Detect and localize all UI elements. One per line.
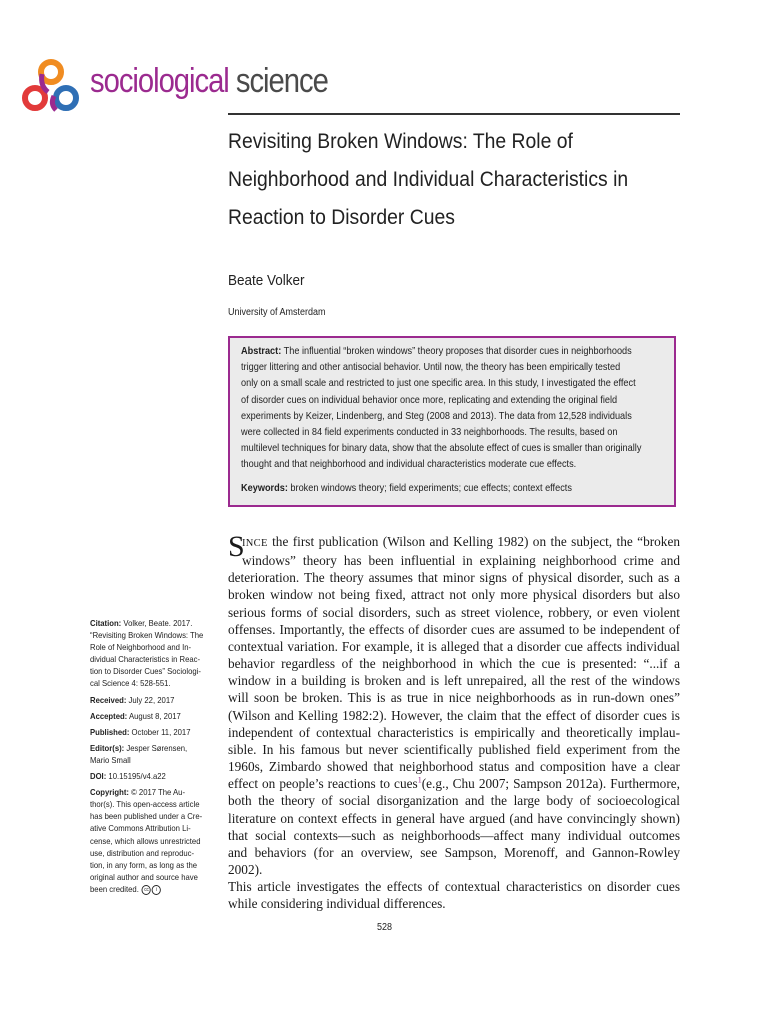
title-line: Reaction to Disorder Cues <box>228 205 455 229</box>
title-line: Neighborhood and Individual Characteristics in <box>228 167 629 191</box>
article-title <box>228 122 678 236</box>
abstract-line: trigger littering and other antisocial behavior. Until now, the theory has been empirically tested <box>241 362 621 374</box>
header-rule <box>228 113 680 115</box>
body-line: literature on context effects in general have argued (and have convincingly shown) <box>228 810 680 826</box>
abstract-line: multilevel techniques for binary data, show that the absolute effect of cues is smaller than originally <box>241 443 642 455</box>
body-line: This article investigates the effects of contextual characteristics on disorder cues <box>228 879 680 895</box>
citation: Citation: Volker, Beate. 2017. “Revisiting Broken Windows: The Role of Neighborhood and In- dividual Characteristics in Reac- tion to Disorder Cues” Sociologi- cal Science 4: 528-551. <box>90 618 204 689</box>
published-date: Published: October 11, 2017 <box>90 726 191 737</box>
abstract-line: Abstract: The influential “broken windows” theory proposes that disorder cues in neighborhoods <box>241 346 632 357</box>
body-line: that social contexts—such as neighborhoods—affect many individual outcomes <box>228 827 680 843</box>
abstract-line: thought and that neighborhood and individual characteristics moderate cue effects. <box>241 459 577 471</box>
body-text <box>228 530 680 912</box>
title-line: Revisiting Broken Windows: The Role of <box>228 129 573 153</box>
copyright: Copyright: © 2017 The Au- thor(s). This open-access article has been published under a Cre- ative Commons Attribution Li- cense, which allows unrestricted use, distribution and reproduc- tion, in any form, as long as the original author and source have been credited. cc i <box>90 787 203 894</box>
author-name: Beate Volker <box>228 272 305 289</box>
body-line: 1960s, Zimbardo showed that neighborhood status and composition have a clear <box>228 759 680 775</box>
attribution-icon: i <box>152 885 161 895</box>
footnote-ref-link[interactable]: 1 <box>417 775 422 785</box>
abstract-box <box>228 336 676 507</box>
body-line: behavior regardless of the neighborhood in which the cue is presented: “...if a <box>228 656 680 672</box>
editors: Editor(s): Jesper Sørensen, Mario Small <box>90 742 188 765</box>
body-line: will soon be broken. This is as true in nice neighborhoods as in run-down ones” <box>228 690 680 706</box>
journal-name-part1: sociological <box>90 62 229 100</box>
abstract-line: only on a small scale and restricted to just one specific area. In this study, I investigated the effect <box>241 378 636 390</box>
body-line: effect on people’s reactions to cues$^1$(e.g., Chu 2007; Sampson 2012a). Furthermore, <box>228 775 680 792</box>
body-line: contextual variation. For example, it is alleged that a disorder cue affects individual <box>228 638 680 654</box>
body-line: deterioration. The theory assumes that minor signs of physical disorder, such as a <box>228 570 680 586</box>
body-line: both the theory of social disorganization and the large body of socioecological <box>228 793 680 809</box>
page-number: 528 <box>377 922 393 933</box>
citation-label: Citation: <box>90 618 122 628</box>
body-line: independent of contextual characteristics is empirically and theoretically implau- <box>228 724 680 740</box>
journal-name-part2: science <box>235 62 328 100</box>
sociological-science-logo-icon <box>20 58 82 116</box>
keywords-label: Keywords: <box>241 482 288 494</box>
body-line: broken window not being fixed, attract not only more physical disorders but also <box>228 587 680 603</box>
journal-name <box>90 62 328 101</box>
creative-commons-icon: cc <box>142 885 151 895</box>
abstract-line: were collected in 84 field experiments conducted in 33 neighborhoods. The results, based on <box>241 427 618 439</box>
author-affiliation: University of Amsterdam <box>228 307 326 318</box>
body-line: and behaviors (for an overview, see Sampson, Morenoff, and Gannon-Rowley 2002). <box>228 844 680 877</box>
body-line: (Wilson and Kelling 1982:2). However, the claim that the effect of disorder cues is <box>228 707 680 723</box>
body-line: offenses. Importantly, the effects of disorder cues are assumed to be independent of <box>228 621 680 637</box>
article-info-sidebar <box>90 617 220 899</box>
abstract-line: of disorder cues on individual behavior once more, replicating and extending the original field <box>241 394 618 406</box>
drop-cap: S <box>228 530 245 563</box>
received-date: Received: July 22, 2017 <box>90 694 175 705</box>
doi-link[interactable]: DOI: 10.15195/v4.a22 <box>90 771 166 782</box>
body-line: INCE the first publication (Wilson and Kelling 1982) on the subject, the “broken <box>242 534 680 549</box>
keywords: Keywords: broken windows theory; field experiments; cue effects; context effects <box>241 482 572 494</box>
abstract-line: experiments by Keizer, Lindenberg, and Steg (2008 and 2013). The data from 12,528 individuals <box>241 410 632 422</box>
body-line: serious forms of social disorders, such as street violence, robbery, or even violent <box>228 604 680 620</box>
body-line: window in a building is broken and is left unrepaired, all the rest of the windows <box>228 673 680 689</box>
accepted-date: Accepted: August 8, 2017 <box>90 710 181 721</box>
abstract-label: Abstract: <box>241 346 282 357</box>
body-line: while considering individual differences. <box>228 896 446 912</box>
body-line: sible. In his famous but never scientifically published field experiment from the <box>228 741 680 757</box>
body-line: windows” theory has been influential in explaining neighborhood crime and <box>242 553 680 569</box>
